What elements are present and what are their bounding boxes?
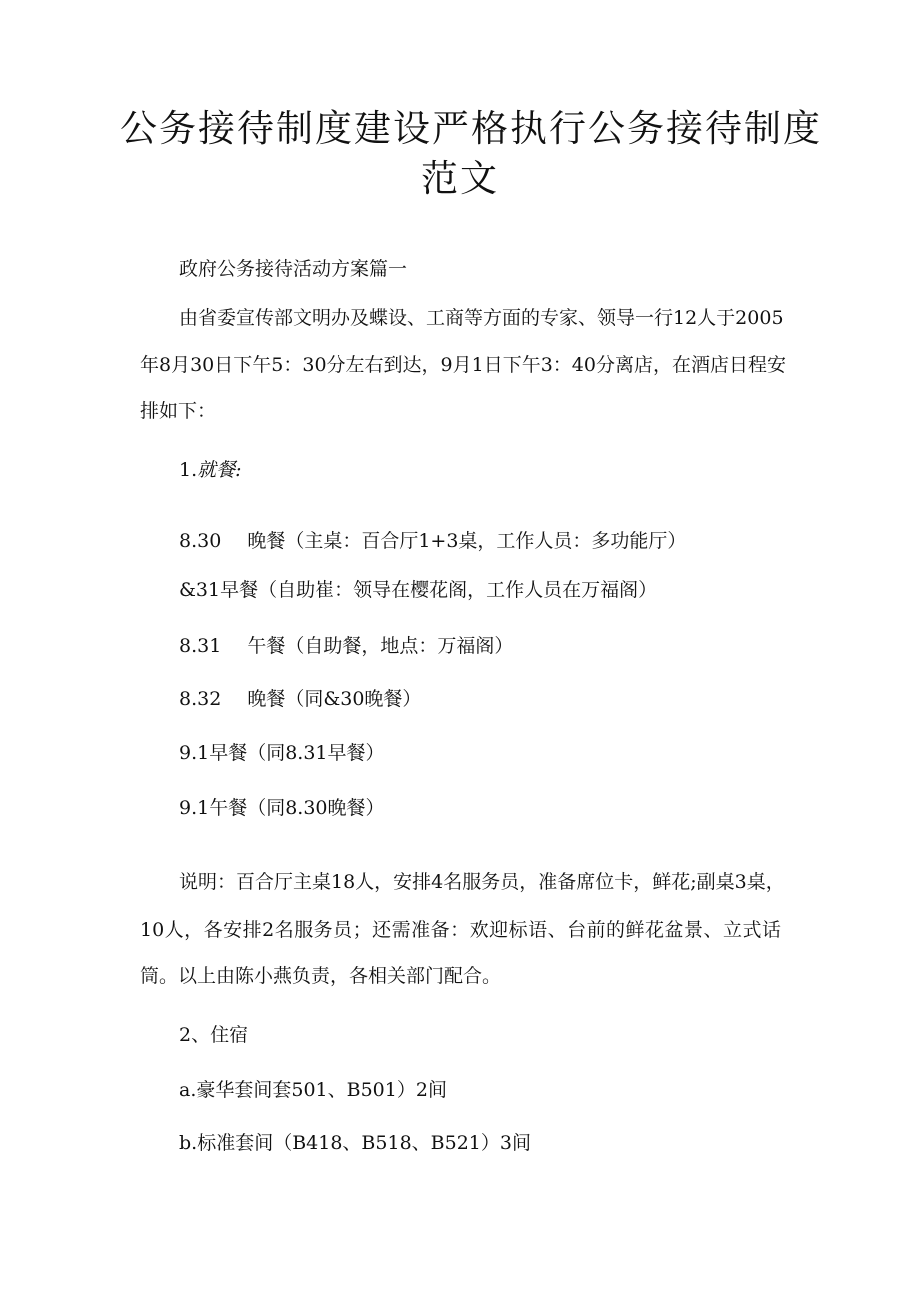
dining-heading-number: 1. (179, 459, 198, 481)
document-title-line1: 公务接待制度建设严格执行公务接待制度 (120, 107, 822, 150)
dining-item-date: 8.30 (179, 530, 222, 552)
lodging-item-1: a.豪华套间套501、B501）2间 (179, 1079, 447, 1101)
note-line-3: 筒。以上由陈小燕负责，各相关部门配合。 (140, 965, 502, 987)
dining-item-text: &31早餐（自助崔：领导在樱花阁，工作人员在万福阁） (179, 579, 658, 601)
document-title-line2: 范文 (421, 157, 499, 200)
dining-item-text: 午餐（自助餐，地点：万福阁） (247, 635, 514, 657)
section-heading: 政府公务接待活动方案篇一 (179, 258, 408, 280)
dining-item-text: 晚餐（同&30晚餐） (247, 688, 422, 710)
lodging-heading: 2、住宿 (179, 1024, 249, 1046)
dining-item-6 (179, 795, 385, 821)
intro-line-3: 排如下： (140, 400, 217, 422)
lodging-item-2: b.标准套间（B418、B518、B521）3间 (179, 1132, 531, 1154)
dining-item-date: 8.32 (179, 688, 222, 710)
note-line-2: 10人，各安排2名服务员；还需准备：欢迎标语、台前的鲜花盆景、立式话 (140, 919, 781, 941)
intro-line-2: 年8月30日下午5：30分左右到达，9月1日下午3：40分离店，在酒店日程安 (140, 354, 786, 376)
dining-item-1 (179, 528, 686, 554)
dining-item-3 (179, 633, 513, 659)
dining-item-4 (179, 686, 421, 712)
dining-heading-text: 就餐: (197, 459, 242, 481)
dining-item-text: 9.1午餐（同8.30晚餐） (179, 797, 385, 819)
intro-line-1: 由省委宣传部文明办及蝶设、工商等方面的专家、领导一行12人于2005 (179, 307, 784, 329)
dining-item-2 (179, 577, 657, 603)
dining-heading (179, 457, 242, 483)
dining-item-text: 晚餐（主桌：百合厅1+3桌，工作人员：多功能厅） (247, 530, 687, 552)
note-line-1: 说明：百合厅主桌18人，安排4名服务员，准备席位卡，鲜花;副桌3桌， (179, 871, 785, 893)
dining-item-text: 9.1早餐（同8.31早餐） (179, 742, 385, 764)
dining-item-5 (179, 740, 385, 766)
dining-item-date: 8.31 (179, 635, 222, 657)
